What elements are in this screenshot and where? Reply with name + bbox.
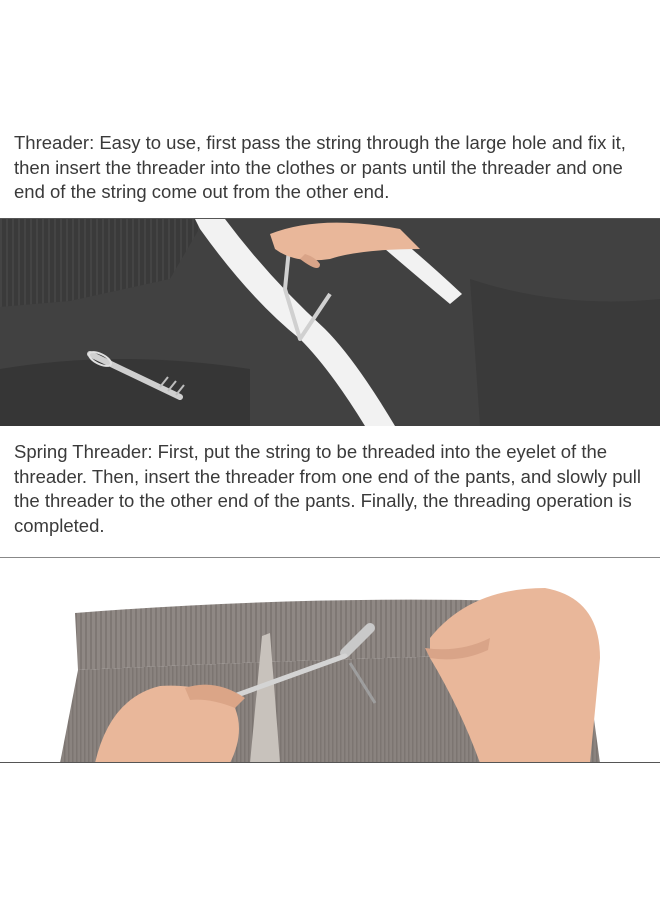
spring-threader-caption: Spring Threader: First, put the string to be threaded into the eyelet of the threader. Then, insert the threader from one end of the pants, and slowly pull the threader to the other end of the pants. Finally, the threading operation is completed. <box>14 441 641 536</box>
threader-photo <box>0 219 660 426</box>
divider-line <box>0 762 660 763</box>
threader-caption: Threader: Easy to use, first pass the string through the large hole and fix it, then insert the threader into the clothes or pants until the threader and one end of the string come out from the other end. <box>14 132 626 202</box>
spring-threader-photo <box>0 558 660 763</box>
